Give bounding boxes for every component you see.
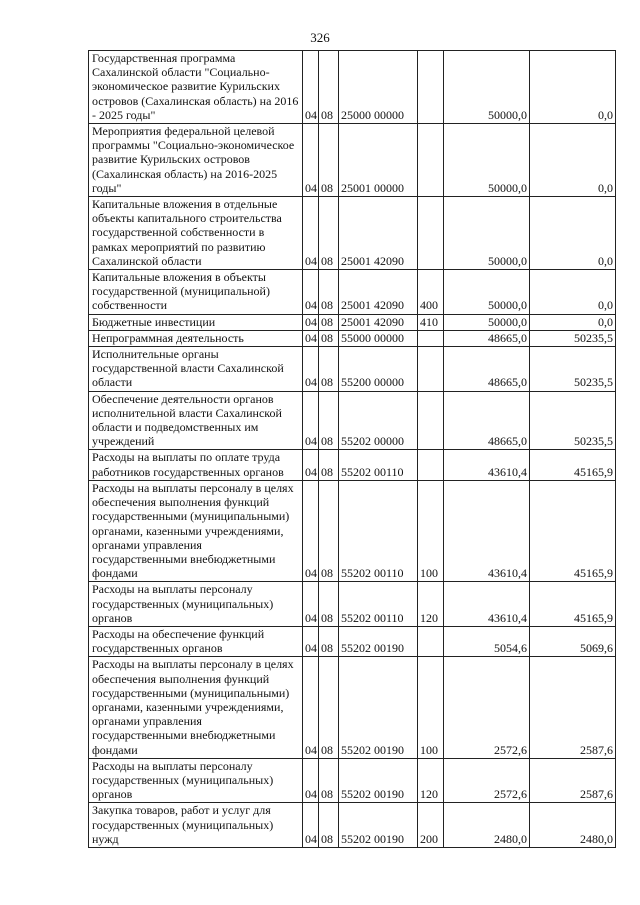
amount-year1-cell: 48665,0: [444, 330, 530, 346]
expense-type-cell: 400: [418, 270, 444, 315]
section-code-cell: 04: [303, 803, 319, 848]
section-code-cell: 04: [303, 51, 319, 124]
section-code-cell: 04: [303, 626, 319, 656]
expense-type-cell: [418, 330, 444, 346]
section-code-cell: 04: [303, 330, 319, 346]
subsection-code-cell: 08: [319, 450, 339, 480]
amount-year2-cell: 2587,6: [530, 758, 616, 803]
subsection-code-cell: 08: [319, 330, 339, 346]
subsection-code-cell: 08: [319, 51, 339, 124]
item-name-cell: Расходы на обеспечение функций государственных органов: [89, 626, 303, 656]
table-row: [89, 391, 616, 450]
item-name-cell: Бюджетные инвестиции: [89, 314, 303, 330]
section-code-cell: 04: [303, 657, 319, 758]
item-name-cell: Капитальные вложения в объекты государственной (муниципальной) собственности: [89, 270, 303, 315]
table-row: [89, 270, 616, 315]
target-article-cell: 55202 00110: [339, 582, 418, 627]
expense-type-cell: 120: [418, 582, 444, 627]
budget-table: [88, 50, 616, 848]
target-article-cell: 55202 00190: [339, 626, 418, 656]
amount-year2-cell: 0,0: [530, 51, 616, 124]
target-article-cell: 25001 00000: [339, 124, 418, 197]
section-code-cell: 04: [303, 582, 319, 627]
subsection-code-cell: 08: [319, 124, 339, 197]
subsection-code-cell: 08: [319, 347, 339, 392]
item-name-cell: Обеспечение деятельности органов исполнительной власти Сахалинской области и подведомственных им учреждений: [89, 391, 303, 450]
amount-year1-cell: 2572,6: [444, 657, 530, 758]
item-name-cell: Государственная программа Сахалинской области "Социально-экономическое развитие Курильских островов (Сахалинская область) на 2016 - 2025 годы": [89, 51, 303, 124]
amount-year2-cell: 50235,5: [530, 347, 616, 392]
subsection-code-cell: 08: [319, 657, 339, 758]
item-name-cell: Мероприятия федеральной целевой программы "Социально-экономическое развитие Курильских островов (Сахалинская область) на 2016-2025 годы": [89, 124, 303, 197]
table-row: [89, 582, 616, 627]
amount-year2-cell: 0,0: [530, 314, 616, 330]
table-row: [89, 347, 616, 392]
target-article-cell: 25000 00000: [339, 51, 418, 124]
amount-year1-cell: 43610,4: [444, 450, 530, 480]
subsection-code-cell: 08: [319, 803, 339, 848]
page-number: 326: [310, 30, 330, 45]
subsection-code-cell: 08: [319, 582, 339, 627]
item-name-cell: Расходы на выплаты персоналу в целях обеспечения выполнения функций государственными (муниципальными) органами, казенными учреждениями, органами управления государственными внебюджетными фондами: [89, 480, 303, 581]
subsection-code-cell: 08: [319, 197, 339, 270]
amount-year1-cell: 50000,0: [444, 197, 530, 270]
subsection-code-cell: 08: [319, 480, 339, 581]
subsection-code-cell: 08: [319, 270, 339, 315]
amount-year2-cell: 0,0: [530, 197, 616, 270]
expense-type-cell: [418, 124, 444, 197]
target-article-cell: 55200 00000: [339, 347, 418, 392]
amount-year1-cell: 48665,0: [444, 347, 530, 392]
target-article-cell: 55000 00000: [339, 330, 418, 346]
table-row: [89, 803, 616, 848]
amount-year2-cell: 45165,9: [530, 582, 616, 627]
table-row: [89, 626, 616, 656]
table-row: [89, 314, 616, 330]
amount-year2-cell: 0,0: [530, 124, 616, 197]
table-row: [89, 330, 616, 346]
item-name-cell: Расходы на выплаты по оплате труда работников государственных органов: [89, 450, 303, 480]
expense-type-cell: [418, 450, 444, 480]
table-row: [89, 758, 616, 803]
target-article-cell: 55202 00190: [339, 657, 418, 758]
amount-year1-cell: 5054,6: [444, 626, 530, 656]
expense-type-cell: 100: [418, 657, 444, 758]
amount-year2-cell: 45165,9: [530, 450, 616, 480]
table-body: [89, 51, 616, 848]
expense-type-cell: 120: [418, 758, 444, 803]
target-article-cell: 55202 00110: [339, 480, 418, 581]
item-name-cell: Расходы на выплаты персоналу государственных (муниципальных) органов: [89, 758, 303, 803]
target-article-cell: 55202 00000: [339, 391, 418, 450]
expense-type-cell: [418, 197, 444, 270]
item-name-cell: Непрограммная деятельность: [89, 330, 303, 346]
section-code-cell: 04: [303, 391, 319, 450]
expense-type-cell: 200: [418, 803, 444, 848]
amount-year2-cell: 50235,5: [530, 330, 616, 346]
expense-type-cell: [418, 347, 444, 392]
amount-year1-cell: 50000,0: [444, 124, 530, 197]
section-code-cell: 04: [303, 270, 319, 315]
target-article-cell: 25001 42090: [339, 314, 418, 330]
expense-type-cell: 410: [418, 314, 444, 330]
table-row: [89, 124, 616, 197]
table-row: [89, 480, 616, 581]
amount-year1-cell: 48665,0: [444, 391, 530, 450]
amount-year2-cell: 45165,9: [530, 480, 616, 581]
section-code-cell: 04: [303, 197, 319, 270]
section-code-cell: 04: [303, 314, 319, 330]
section-code-cell: 04: [303, 124, 319, 197]
amount-year1-cell: 50000,0: [444, 314, 530, 330]
amount-year1-cell: 50000,0: [444, 270, 530, 315]
section-code-cell: 04: [303, 347, 319, 392]
table-row: [89, 657, 616, 758]
expense-type-cell: [418, 391, 444, 450]
item-name-cell: Расходы на выплаты персоналу государственных (муниципальных) органов: [89, 582, 303, 627]
table-row: [89, 450, 616, 480]
amount-year1-cell: 2572,6: [444, 758, 530, 803]
subsection-code-cell: 08: [319, 626, 339, 656]
target-article-cell: 55202 00190: [339, 758, 418, 803]
section-code-cell: 04: [303, 758, 319, 803]
target-article-cell: 25001 42090: [339, 270, 418, 315]
amount-year1-cell: 43610,4: [444, 582, 530, 627]
target-article-cell: 55202 00190: [339, 803, 418, 848]
subsection-code-cell: 08: [319, 391, 339, 450]
amount-year2-cell: 0,0: [530, 270, 616, 315]
amount-year2-cell: 5069,6: [530, 626, 616, 656]
amount-year1-cell: 2480,0: [444, 803, 530, 848]
expense-type-cell: [418, 626, 444, 656]
item-name-cell: Исполнительные органы государственной власти Сахалинской области: [89, 347, 303, 392]
item-name-cell: Расходы на выплаты персоналу в целях обеспечения выполнения функций государственными (муниципальными) органами, казенными учреждениями, органами управления государственными внебюджетными фондами: [89, 657, 303, 758]
amount-year1-cell: 50000,0: [444, 51, 530, 124]
target-article-cell: 55202 00110: [339, 450, 418, 480]
subsection-code-cell: 08: [319, 314, 339, 330]
table-row: [89, 51, 616, 124]
item-name-cell: Закупка товаров, работ и услуг для государственных (муниципальных) нужд: [89, 803, 303, 848]
amount-year2-cell: 50235,5: [530, 391, 616, 450]
subsection-code-cell: 08: [319, 758, 339, 803]
amount-year2-cell: 2480,0: [530, 803, 616, 848]
section-code-cell: 04: [303, 480, 319, 581]
amount-year2-cell: 2587,6: [530, 657, 616, 758]
item-name-cell: Капитальные вложения в отдельные объекты капитального строительства государственной собственности в рамках мероприятий по развитию Сахалинской области: [89, 197, 303, 270]
target-article-cell: 25001 42090: [339, 197, 418, 270]
expense-type-cell: 100: [418, 480, 444, 581]
expense-type-cell: [418, 51, 444, 124]
table-row: [89, 197, 616, 270]
section-code-cell: 04: [303, 450, 319, 480]
amount-year1-cell: 43610,4: [444, 480, 530, 581]
